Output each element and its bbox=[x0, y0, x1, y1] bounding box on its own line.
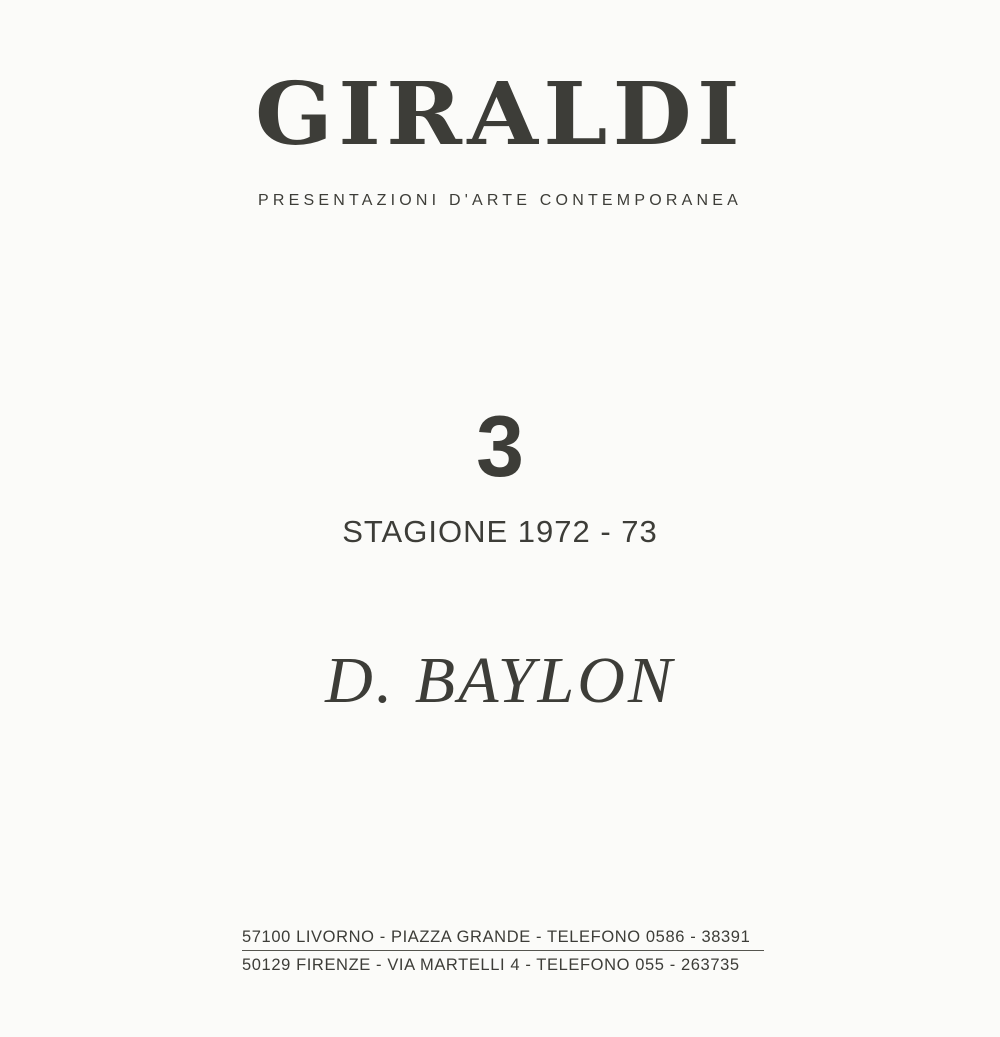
season-label: STAGIONE 1972 - 73 bbox=[342, 514, 658, 549]
gallery-name: GIRALDI bbox=[255, 64, 745, 165]
artist-name: D. BAYLON bbox=[325, 644, 675, 717]
address-firenze: 50129 FIRENZE - VIA MARTELLI 4 - TELEFONO 055 - 263735 bbox=[242, 956, 740, 974]
address-divider bbox=[242, 950, 764, 951]
address-block bbox=[242, 925, 764, 977]
issue-number: 3 bbox=[476, 399, 524, 495]
address-livorno: 57100 LIVORNO - PIAZZA GRANDE - TELEFONO 0586 - 38391 bbox=[242, 928, 751, 946]
gallery-tagline: PRESENTAZIONI D'ARTE CONTEMPORANEA bbox=[258, 192, 742, 209]
